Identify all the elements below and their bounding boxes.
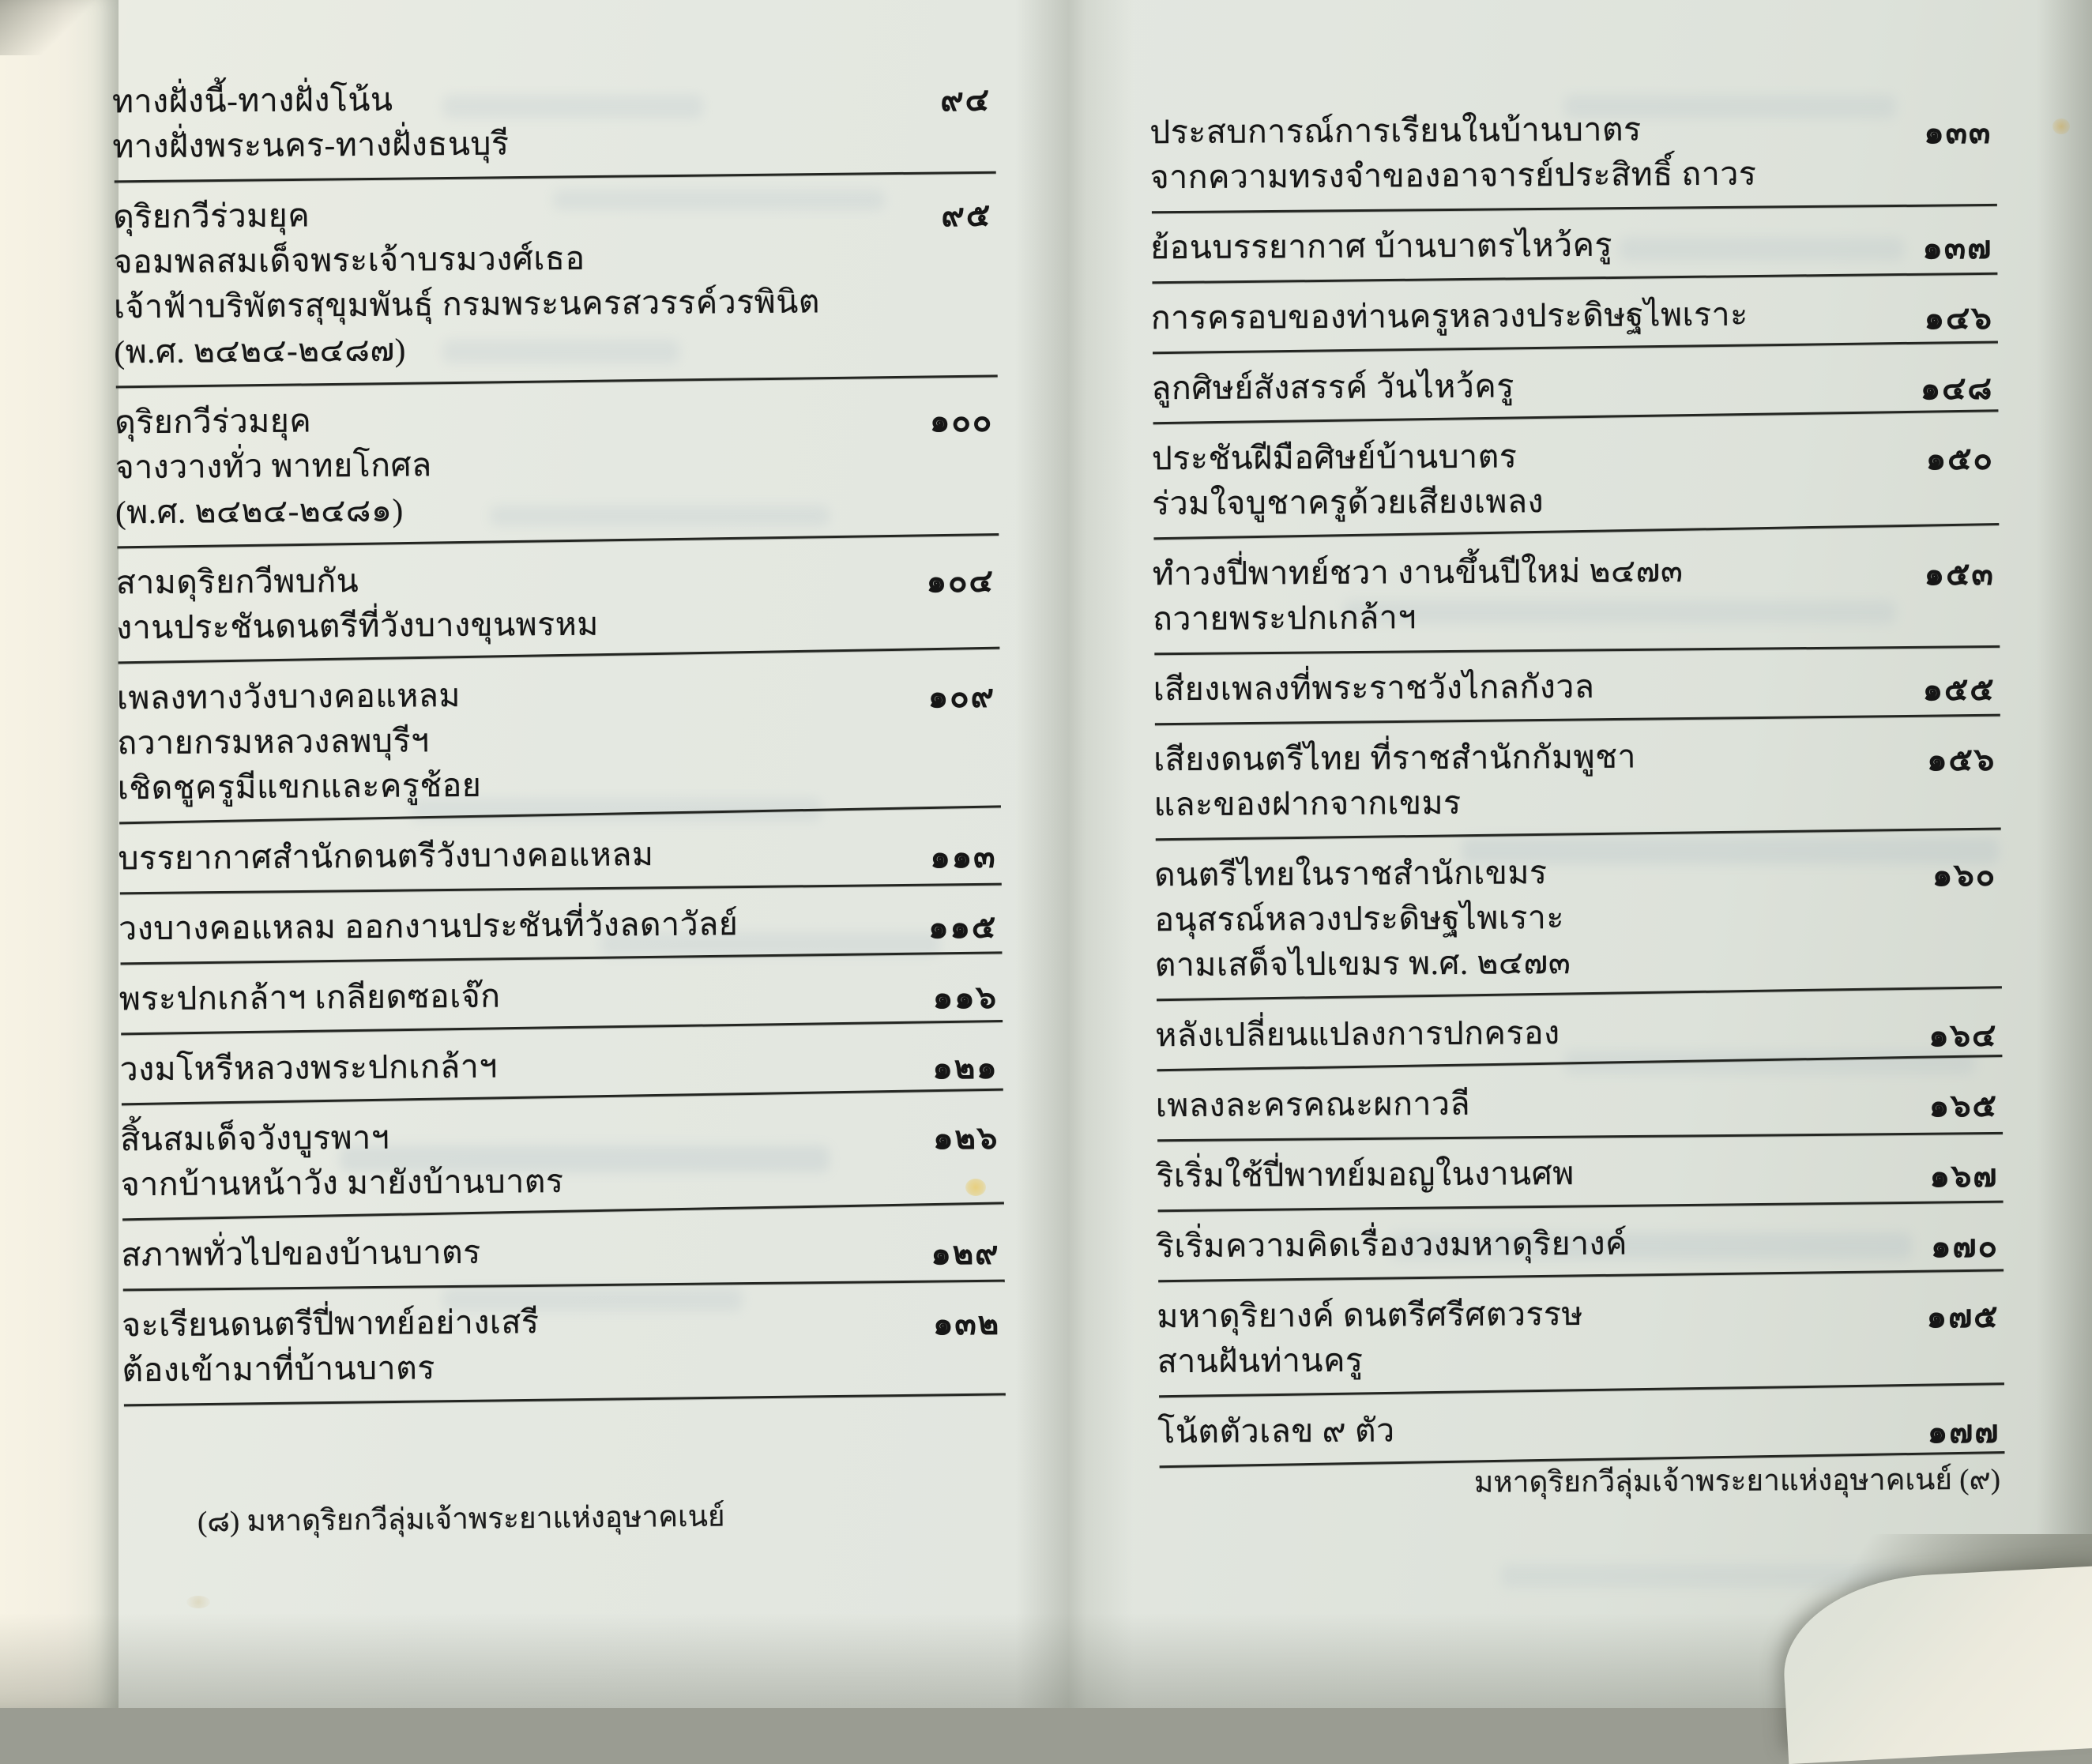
toc-entry-rule: [117, 533, 999, 548]
toc-entry: [119, 900, 1003, 965]
toc-entry: [118, 829, 1002, 895]
toc-entry-rule: [1153, 340, 1998, 354]
toc-entry-page-number: ๑๐๐: [929, 402, 994, 439]
toc-entry-rule: [1157, 986, 2002, 1001]
toc-entry: [1151, 291, 1998, 355]
toc-entry-title-line: วงมโหรีหลวงพระปกเกล้าฯ: [119, 1047, 499, 1088]
toc-entry-page-number: ๑๑๖: [932, 979, 999, 1016]
toc-entry-title-line: เจ้าฟ้าบริพัตรสุขุมพันธุ์ กรมพระนครสวรรค์วรพินิต: [113, 283, 821, 325]
toc-page-right: [1149, 0, 2004, 1480]
toc-entry-page-number: ๑๒๖: [932, 1119, 999, 1157]
toc-entry-title-line: อนุสรณ์หลวงประดิษฐไพเราะ: [1154, 899, 1565, 938]
toc-entry-title-line: สานฝันท่านครู: [1157, 1341, 1364, 1380]
toc-entry: [1155, 1008, 2002, 1072]
toc-entry-rule: [1155, 714, 2000, 726]
toc-entry-rule: [116, 374, 998, 388]
toc-entry: [119, 1040, 1003, 1106]
toc-entry: [1153, 662, 2000, 726]
toc-entry-page-number: ๑๔๖: [1924, 299, 1993, 337]
toc-entry-rule: [124, 1393, 1006, 1406]
toc-entry: [1157, 1289, 2004, 1398]
toc-entry-title-line: และของฝากจากเขมร: [1153, 784, 1462, 823]
toc-entry-title-line: ทางฝั่งนี้-ทางฝั่งโน้น: [111, 81, 393, 120]
toc-entry: [113, 188, 998, 389]
toc-entry-title-line: ถวายพระปกเกล้าฯ: [1152, 599, 1417, 638]
toc-entry: [120, 1111, 1004, 1221]
toc-entry-title-line: (พ.ศ. ๒๔๒๔-๒๔๘๗): [114, 331, 407, 370]
toc-entry-title-line: จากบ้านหน้าวัง มายังบ้านบาตร: [120, 1162, 564, 1203]
toc-entry-page-number: ๑๗๐: [1930, 1228, 2000, 1265]
paper-stain: [186, 1596, 210, 1608]
toc-entry-page-number: ๑๕๐: [1925, 440, 1994, 477]
toc-entry-page-number: ๑๑๕: [927, 908, 998, 946]
toc-entry-page-number: ๑๖๕: [1928, 1087, 1998, 1124]
toc-entry-title-line: เสียงดนตรีไทย ที่ราชสำนักกัมพูชา: [1153, 738, 1637, 778]
toc-entry: [1152, 431, 2000, 540]
toc-entry-title-line: เพลงทางวังบางคอแหลม: [116, 676, 461, 717]
toc-entry-rule: [1158, 1201, 2004, 1213]
toc-entry: [1151, 361, 1998, 425]
toc-entry: [115, 393, 999, 549]
toc-entry-title-line: ต้องเข้ามาที่บ้านบาตร: [122, 1349, 435, 1389]
page-left-footer: (๘) มหาดุริยกวีลุ่มเจ้าพระยาแห่งอุษาคเนย์: [197, 1500, 725, 1539]
toc-entry-page-number: ๑๒๑: [932, 1049, 999, 1086]
toc-entry-title-line: ย้อนบรรยากาศ บ้านบาตรไหว้ครู: [1150, 226, 1613, 266]
toc-entry-title-line: จากความทรงจำของอาจารย์ประสิทธิ์ ถาวร: [1149, 155, 1757, 196]
toc-entry-title-line: หลังเปลี่ยนแปลงการปกครอง: [1155, 1014, 1560, 1054]
toc-entry: [1157, 1219, 2004, 1283]
toc-entry-page-number: ๑๕๓: [1924, 555, 1995, 592]
toc-entry: [1154, 848, 2002, 1002]
toc-entry-page-number: ๑๐๔: [926, 562, 995, 600]
page-right-footer: มหาดุริยกวีลุ่มเจ้าพระยาแห่งอุษาคเนย์ (๙): [1473, 1463, 2001, 1499]
toc-entry: [121, 1226, 1005, 1292]
toc-entry-rule: [121, 951, 1003, 965]
toc-entry-title-line: เสียงเพลงที่พระราชวังไกลกังวล: [1153, 668, 1595, 708]
toc-entry: [1156, 1078, 2003, 1142]
toc-entry: [1149, 105, 1997, 214]
toc-entry: [112, 73, 996, 183]
toc-entry-title-line: ริเริ่มใช้ปี่พาทย์มอญในงานศพ: [1156, 1155, 1575, 1194]
toc-entry-title-line: ดนตรีไทยในราชสำนักเขมร: [1153, 854, 1548, 893]
toc-entry-rule: [1158, 1269, 2004, 1282]
toc-entry-title-line: ประชันฝีมือศิษย์บ้านบาตร: [1151, 438, 1518, 477]
right-vignette: [2037, 0, 2092, 1708]
toc-entry-page-number: ๑๖๔: [1928, 1017, 1998, 1054]
toc-entry-page-number: ๙๔: [940, 81, 991, 118]
toc-entry-title-line: เชิดชูครูมีแขกและครูช้อย: [117, 766, 482, 807]
toc-entry-title-line: (พ.ศ. ๒๔๒๔-๒๔๘๑): [115, 491, 404, 531]
toc-entry-title-line: วงบางคอแหลม ออกงานประชันที่วังลดาวัลย์: [119, 905, 739, 947]
toc-entry-title-line: ตามเสด็จไปเขมร พ.ศ. ๒๔๗๓: [1154, 944, 1571, 984]
toc-entry: [122, 1296, 1006, 1407]
toc-entry-title-line: ดุริยกวีร่วมยุค: [114, 402, 312, 441]
toc-entry: [117, 669, 1001, 825]
toc-entry-page-number: ๑๑๓: [930, 838, 997, 875]
toc-entry-title-line: ดุริยกวีร่วมยุค: [112, 197, 310, 235]
toc-entries-right: [1149, 105, 2004, 1469]
toc-entry-rule: [1152, 204, 1997, 213]
toc-entry-rule: [1152, 273, 1997, 284]
toc-entry-title-line: สามดุริยกวีพบกัน: [115, 562, 359, 601]
toc-entry-rule: [1157, 1132, 2003, 1142]
toc-entry-rule: [121, 1020, 1003, 1035]
toc-entry-rule: [123, 1280, 1005, 1292]
toc-entry-page-number: ๑๖๗: [1929, 1157, 1999, 1194]
toc-entry-title-line: บรรยากาศสำนักดนตรีวังบางคอแหลม: [118, 836, 654, 877]
toc-entry: [116, 554, 1000, 664]
toc-entry-page-number: ๑๖๐: [1932, 856, 1997, 893]
left-page-edge: [0, 0, 119, 1708]
toc-entry-title-line: ร่วมใจบูชาครูด้วยเสียงเพลง: [1152, 483, 1545, 522]
toc-entry: [1153, 732, 2001, 841]
toc-entry-rule: [115, 171, 996, 183]
toc-entry-title-line: ประสบการณ์การเรียนในบ้านบาตร: [1149, 111, 1642, 151]
toc-entries-left: [112, 73, 1006, 1407]
toc-entry-rule: [1156, 827, 2001, 841]
toc-entry-title-line: ทำวงปี่พาทย์ชวา งานขึ้นปีใหม่ ๒๔๗๓: [1152, 552, 1684, 592]
toc-entry-page-number: ๑๐๙: [927, 678, 996, 715]
toc-entry-page-number: ๑๓๒: [932, 1305, 1001, 1342]
toc-entry-title-line: สิ้นสมเด็จวังบูรพาฯ: [120, 1119, 390, 1158]
toc-entry: [1153, 547, 2000, 656]
toc-entry-title-line: จะเรียนดนตรีปี่พาทย์อย่างเสรี: [121, 1303, 540, 1344]
toc-entry-page-number: ๑๓๗: [1922, 229, 1993, 266]
toc-entry-title-line: จางวางทั่ว พาทยโกศล: [115, 446, 432, 486]
toc-entry-title-line: โน้ตตัวเลข ๙ ตัว: [1157, 1412, 1395, 1450]
toc-entry-page-number: ๑๓๓: [1924, 114, 1992, 151]
toc-entry: [119, 970, 1003, 1036]
toc-entry: [1150, 220, 1997, 284]
toc-entry-title-line: ถวายกรมหลวงลพบุรีฯ: [117, 722, 430, 762]
toc-entry-title-line: การครอบของท่านครูหลวงประดิษฐไพเราะ: [1150, 295, 1748, 337]
toc-entry-title-line: ริเริ่มความคิดเรื่องวงมหาดุริยางค์: [1156, 1224, 1628, 1265]
toc-entry-rule: [1159, 1382, 2004, 1397]
toc-entry-title-line: งานประชันดนตรีที่วังบางขุนพรหม: [116, 605, 599, 646]
toc-entry-page-number: ๑๔๘: [1920, 370, 1994, 407]
toc-entry-page-number: ๙๕: [941, 197, 992, 234]
toc-entry-page-number: ๑๕๖: [1926, 741, 1996, 778]
toc-entry-page-number: ๑๗๕: [1926, 1298, 2000, 1335]
toc-entry-title-line: มหาดุริยางค์ ดนตรีศรีศตวรรษ: [1157, 1295, 1584, 1335]
toc-entry-page-number: ๑๒๙: [931, 1235, 1000, 1272]
toc-entry-title-line: เพลงละครคณะผกาวลี: [1155, 1085, 1471, 1124]
toc-entry: [1156, 1149, 2003, 1213]
toc-entry-page-number: ๑๗๗: [1927, 1413, 2000, 1450]
toc-page-left: [111, 0, 1006, 1418]
toc-entry-title-line: ทางฝั่งพระนคร-ทางฝั่งธนบุรี: [112, 125, 510, 165]
toc-entry-rule: [120, 883, 1002, 895]
toc-entry-title-line: ลูกศิษย์สังสรรค์ วันไหว้ครู: [1151, 367, 1514, 407]
toc-entry-title-line: พระปกเกล้าฯ เกลียดซอเจ๊ก: [119, 977, 501, 1017]
toc-entry-title-line: สภาพทั่วไปของบ้านบาตร: [121, 1233, 481, 1273]
top-left-corner-shadow: [0, 0, 95, 55]
toc-entry-rule: [1153, 409, 1999, 424]
toc-entry-rule: [1154, 645, 2000, 655]
paper-stain: [965, 1179, 986, 1196]
toc-entry-page-number: ๑๕๕: [1922, 671, 1996, 708]
toc-entry-title-line: จอมพลสมเด็จพระเจ้าบรมวงศ์เธอ: [113, 239, 585, 280]
book-gutter: [1015, 0, 1134, 1708]
